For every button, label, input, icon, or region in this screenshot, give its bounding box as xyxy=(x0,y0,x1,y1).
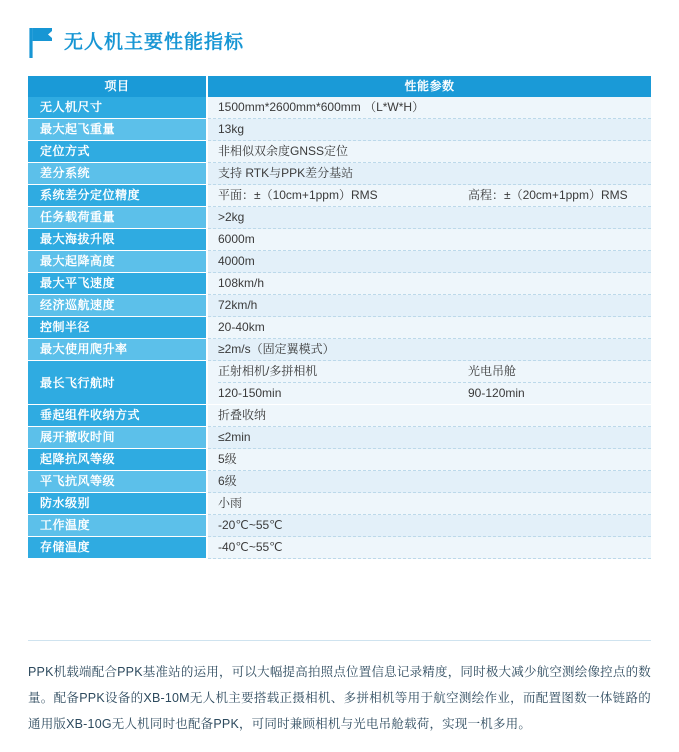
table-row xyxy=(28,295,651,317)
row-value-primary: 正射相机/多拼相机 xyxy=(218,364,318,378)
table-row xyxy=(28,251,651,273)
row-label: 最长飞行航时 xyxy=(28,361,207,405)
row-label: 最大起飞重量 xyxy=(28,119,207,141)
table-row xyxy=(28,515,651,537)
row-value: 6000m xyxy=(207,229,651,251)
row-value: ≤2min xyxy=(207,427,651,449)
row-value: -20℃~55℃ xyxy=(207,515,651,537)
row-value: ≥2m/s（固定翼模式） xyxy=(207,339,651,361)
row-value: 支持 RTK与PPK差分基站 xyxy=(207,163,651,185)
table-header-row xyxy=(28,76,651,97)
row-value: 1500mm*2600mm*600mm （L*W*H） xyxy=(207,97,651,119)
table-row xyxy=(28,449,651,471)
table-row xyxy=(28,185,651,207)
row-label: 最大海拔升限 xyxy=(28,229,207,251)
row-label: 最大平飞速度 xyxy=(28,273,207,295)
row-value: 非相似双余度GNSS定位 xyxy=(207,141,651,163)
flag-icon xyxy=(28,26,54,60)
row-label: 无人机尺寸 xyxy=(28,97,207,119)
row-value: 5级 xyxy=(207,449,651,471)
row-label: 最大起降高度 xyxy=(28,251,207,273)
row-value xyxy=(207,361,651,405)
row-label: 系统差分定位精度 xyxy=(28,185,207,207)
footer-note: PPK机载端配合PPK基准站的运用，可以大幅提高拍照点位置信息记录精度，同时极大减少航空测绘像控点的数量。配备PPK设备的XB-10M无人机主要搭载正摄相机、多拼相机等用于航空测绘作业，而配置图数一体链路的通用版XB-10G无人机同时也配备PPK，可同时兼顾相机与光电吊舱载荷，实现一机多用。 xyxy=(28,640,651,737)
row-label: 存储温度 xyxy=(28,537,207,559)
table-row xyxy=(28,493,651,515)
row-value-secondary: 高程：±（20cm+1ppm）RMS xyxy=(468,188,628,202)
row-label: 差分系统 xyxy=(28,163,207,185)
table-row xyxy=(28,537,651,559)
row-value: >2kg xyxy=(207,207,651,229)
page-header xyxy=(28,0,651,70)
row-value: 13kg xyxy=(207,119,651,141)
column-header-item: 项目 xyxy=(28,76,207,97)
row-label: 展开撤收时间 xyxy=(28,427,207,449)
column-header-spec: 性能参数 xyxy=(207,76,651,97)
row-label: 防水级别 xyxy=(28,493,207,515)
row-value: 小雨 xyxy=(207,493,651,515)
table-row xyxy=(28,229,651,251)
row-label: 垂起组件收纳方式 xyxy=(28,405,207,427)
row-value: 6级 xyxy=(207,471,651,493)
row-value: 4000m xyxy=(207,251,651,273)
table-row xyxy=(28,141,651,163)
table-row xyxy=(28,405,651,427)
table-row xyxy=(28,361,651,405)
row-value-primary: 平面：±（10cm+1ppm）RMS xyxy=(218,188,378,202)
row-value: 20-40km xyxy=(207,317,651,339)
row-value-secondary-duration: 90-120min xyxy=(468,386,525,400)
row-label: 定位方式 xyxy=(28,141,207,163)
row-label: 平飞抗风等级 xyxy=(28,471,207,493)
row-value-primary-duration: 120-150min xyxy=(218,386,282,400)
row-label: 任务载荷重量 xyxy=(28,207,207,229)
row-label: 起降抗风等级 xyxy=(28,449,207,471)
table-row xyxy=(28,97,651,119)
table-row xyxy=(28,207,651,229)
row-value: -40℃~55℃ xyxy=(207,537,651,559)
row-value: 72km/h xyxy=(207,295,651,317)
spec-table xyxy=(28,76,651,559)
row-label: 工作温度 xyxy=(28,515,207,537)
row-value-secondary: 光电吊舱 xyxy=(468,364,517,378)
table-row xyxy=(28,273,651,295)
row-label: 经济巡航速度 xyxy=(28,295,207,317)
page-title: 无人机主要性能指标 xyxy=(64,32,245,53)
row-value: 108km/h xyxy=(207,273,651,295)
table-row xyxy=(28,317,651,339)
table-row xyxy=(28,339,651,361)
table-row xyxy=(28,427,651,449)
row-label: 控制半径 xyxy=(28,317,207,339)
table-row xyxy=(28,119,651,141)
row-value xyxy=(207,185,651,207)
row-value: 折叠收纳 xyxy=(207,405,651,427)
table-row xyxy=(28,163,651,185)
table-row xyxy=(28,471,651,493)
row-label: 最大使用爬升率 xyxy=(28,339,207,361)
